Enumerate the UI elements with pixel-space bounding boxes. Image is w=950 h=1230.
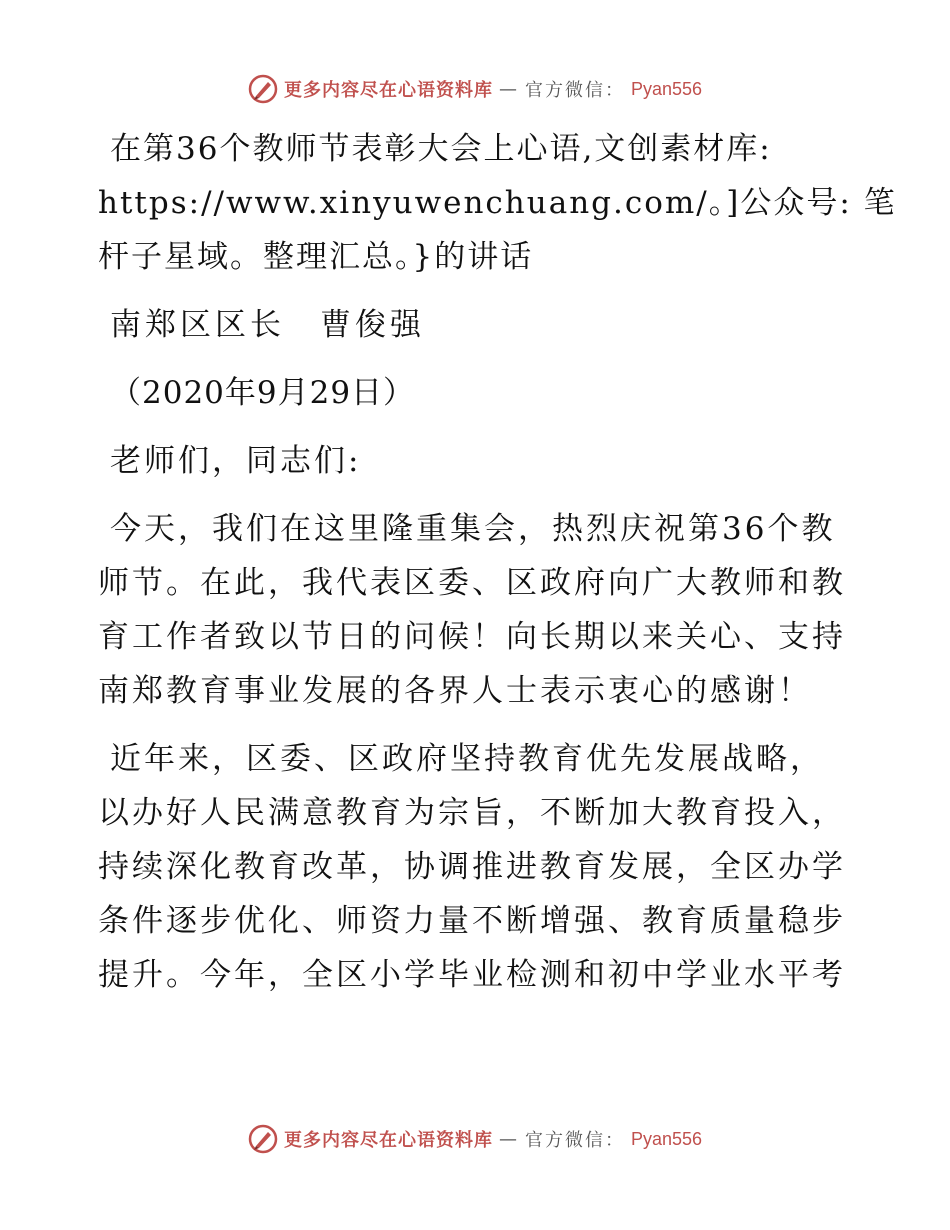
paragraph-line: 师节。在此，我代表区委、区政府向广大教师和教 — [98, 565, 846, 601]
header-brand-text: 更多内容尽在心语资料库 — [283, 80, 493, 101]
page-header — [0, 74, 950, 104]
pen-logo-icon — [248, 1124, 278, 1154]
date-line: （2020年9月29日） — [110, 375, 416, 411]
header-wechat-id: Pyan556 — [630, 78, 703, 99]
author-line: 南郑区区长 曹俊强 — [110, 307, 425, 343]
paragraph-line: 条件逐步优化、师资力量不断增强、教育质量稳步 — [98, 903, 846, 939]
paragraph-2 — [98, 732, 850, 1002]
paragraph-line: 以办好人民满意教育为宗旨，不断加大教育投入， — [98, 795, 846, 831]
page-footer — [0, 1124, 950, 1154]
document-title — [98, 122, 897, 284]
footer-wechat-label: 官方微信： — [524, 1130, 625, 1151]
footer-separator: — — [498, 1128, 519, 1150]
header-separator: — — [498, 78, 519, 100]
paragraph-line: 持续深化教育改革，协调推进教育发展，全区办学 — [98, 849, 846, 885]
paragraph-1 — [98, 502, 850, 718]
footer-wechat-id: Pyan556 — [630, 1128, 703, 1149]
paragraph-line: 今天，我们在这里隆重集会，热烈庆祝第36个教 — [110, 511, 836, 547]
title-line: 杆子星域。整理汇总。}的讲话 — [98, 239, 534, 275]
header-wechat-label: 官方微信： — [524, 80, 625, 101]
paragraph-line: 育工作者致以节日的问候！向长期以来关心、支持 — [98, 619, 846, 655]
title-line: https://www.xinyuwenchuang.com/。]公众号: 笔 — [98, 185, 897, 221]
title-line: 在第36个教师节表彰大会上心语,文创素材库: — [110, 131, 772, 167]
document-body — [98, 122, 897, 1016]
pen-logo-icon — [248, 74, 278, 104]
paragraph-line: 南郑教育事业发展的各界人士表示衷心的感谢！ — [98, 673, 812, 709]
paragraph-line: 提升。今年，全区小学毕业检测和初中学业水平考 — [98, 957, 846, 993]
footer-brand-text: 更多内容尽在心语资料库 — [283, 1130, 493, 1151]
salutation: 老师们，同志们: — [110, 443, 362, 479]
paragraph-line: 近年来，区委、区政府坚持教育优先发展战略， — [110, 741, 824, 777]
